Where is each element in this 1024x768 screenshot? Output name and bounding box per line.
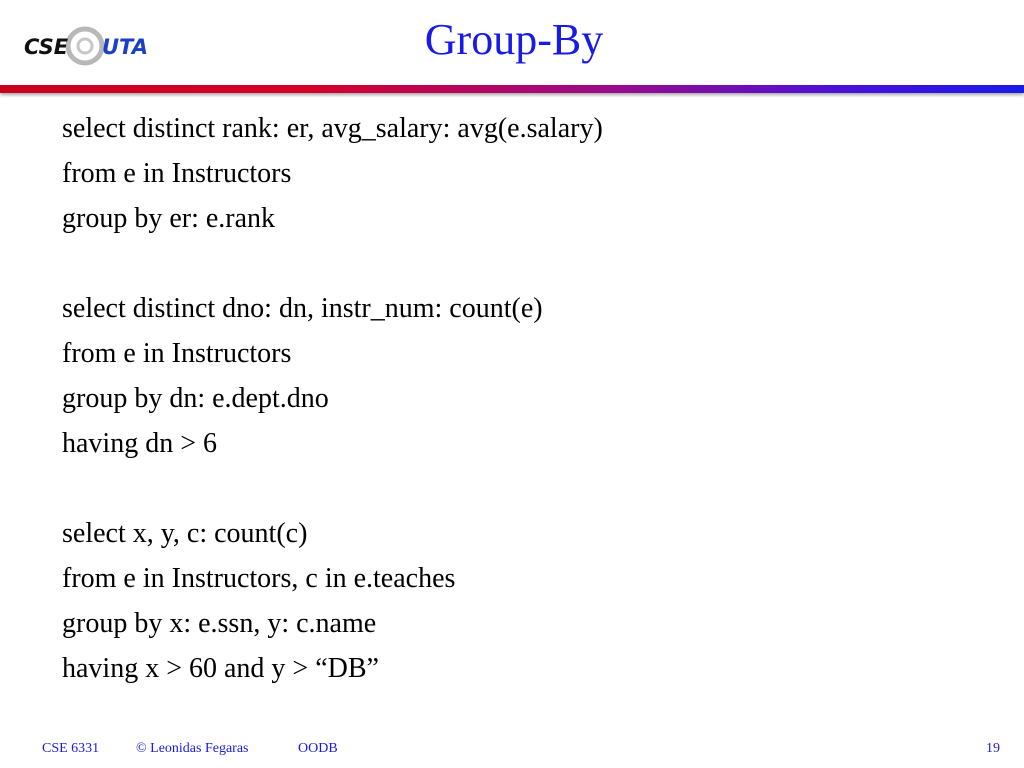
- query-block-3: [62, 511, 982, 691]
- footer-author: © Leonidas Fegaras: [136, 741, 249, 756]
- query-line: select distinct rank: er, avg_salary: avg(e.salary): [62, 113, 603, 144]
- query-line: from e in Instructors: [62, 338, 292, 369]
- query-block-1: [62, 106, 982, 241]
- query-block-2: [62, 286, 982, 466]
- query-line: from e in Instructors: [62, 158, 292, 189]
- slide-title: Group-By: [424, 15, 604, 64]
- logo-text-left: CSE: [24, 35, 69, 59]
- spacer: [62, 466, 982, 511]
- query-line: group by x: e.ssn, y: c.name: [62, 608, 377, 639]
- query-line: group by er: e.rank: [62, 203, 276, 234]
- slide-content: [62, 106, 982, 691]
- footer-page-number: 19: [986, 741, 1000, 756]
- query-line: select distinct dno: dn, instr_num: count(e): [62, 293, 543, 324]
- query-line: having x > 60 and y > “DB”: [62, 653, 379, 684]
- spacer: [62, 241, 982, 286]
- query-line: group by dn: e.dept.dno: [62, 383, 329, 414]
- query-line: select x, y, c: count(c): [62, 518, 308, 549]
- logo-text-right: UTA: [102, 35, 148, 59]
- query-line: from e in Instructors, c in e.teaches: [62, 563, 456, 594]
- title-divider: [0, 85, 1024, 93]
- footer-course: CSE 6331: [42, 741, 100, 756]
- footer-topic: OODB: [298, 741, 338, 756]
- query-line: having dn > 6: [62, 428, 217, 459]
